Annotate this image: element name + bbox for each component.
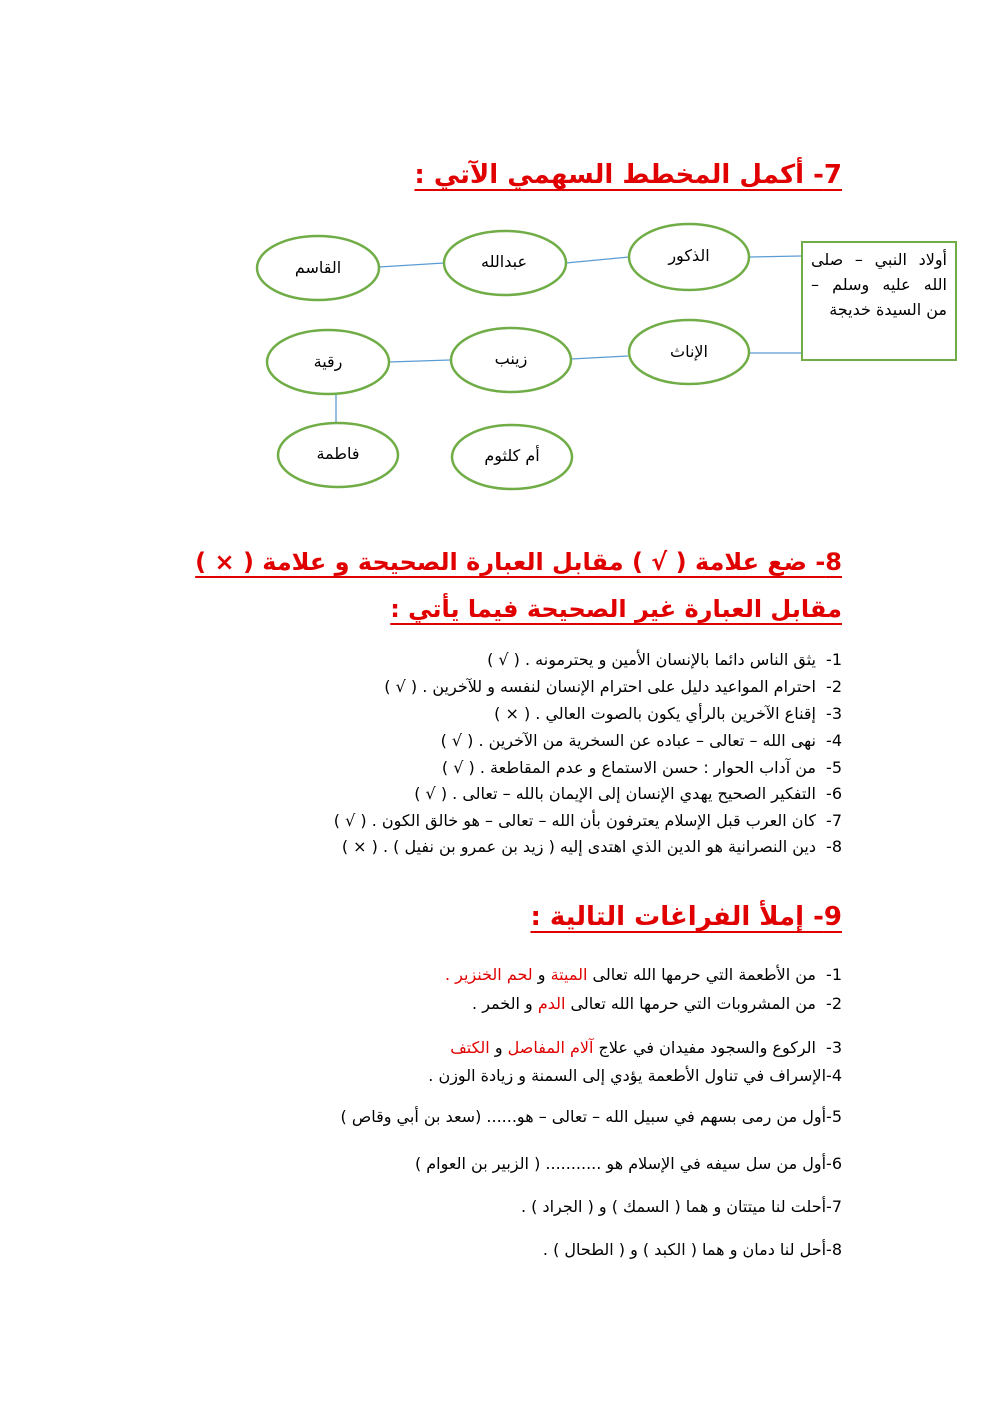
s8-item-2-num: 2- [826,677,842,696]
s9-q3-before: الركوع والسجود مفيدان في علاج [593,1038,816,1057]
node-zainab-label: زينب [494,349,528,368]
s9-q2-before: من المشروبات التي حرمها الله تعالى [565,994,816,1013]
s9-q7: 7-أحلت لنا ميتتان و هما ( السمك ) و ( الجراد ) . [520,1197,842,1216]
s8-item-7 [334,811,842,830]
connector-males-abdullah [566,257,629,263]
s8-item-6-text: التفكير الصحيح يهدي الإنسان إلى الإيمان بالله – تعالى . ( √ ) [414,784,816,803]
node-fatima-label: فاطمة [316,444,360,463]
s9-q8: 8-أحل لنا دمان و هما ( الكبد ) و ( الطحال ) . [542,1240,842,1259]
s9-q3-num: 3- [826,1038,842,1057]
s9-q4: 4-الإسراف في تناول الأطعمة يؤدي إلى السمنة و زيادة الوزن . [428,1066,842,1085]
s9-q3 [450,1038,842,1057]
s9-q1-mid: و [532,965,551,984]
section9-title: 9- إملأ الفراغات التالية : [530,902,842,932]
connector-box-males [750,256,801,257]
s8-item-2 [384,677,842,696]
s8-item-1-num: 1- [826,650,842,669]
s9-q1-num: 1- [826,965,842,984]
node-abdullah-label: عبدالله [481,252,527,271]
s9-q2-num: 2- [826,994,842,1013]
section7-title: 7- أكمل المخطط السهمي الآتي : [414,160,842,190]
s8-item-3-num: 3- [826,704,842,723]
connector-females-zainab [571,356,628,359]
s8-item-3 [494,704,842,723]
section8-title-line2: مقابل العبارة غير الصحيحة فيما يأتي : [390,595,842,623]
section8-title-line1: 8- ضع علامة ( √ ) مقابل العبارة الصحيحة و علامة ( × ) [195,548,842,576]
node-ruqayya-label: رقية [313,352,343,371]
children-box: أولاد النبي – صلى الله عليه وسلم – من السيدة خديجة [801,241,957,361]
s8-item-2-text: احترام المواعيد دليل على احترام الإنسان لنفسه و للآخرين . ( √ ) [384,677,816,696]
s8-item-6 [414,784,842,803]
s8-item-6-num: 6- [826,784,842,803]
s9-q1-answer2: لحم الخنزير . [444,965,533,984]
s9-q2-after: و الخمر . [472,994,538,1013]
s8-item-8-num: 8- [826,837,842,856]
s8-item-3-text: إقناع الآخرين بالرأي يكون بالصوت العالي . ( × ) [494,704,816,723]
s9-q2-answer1: الدم [537,994,566,1013]
s8-item-1-text: يثق الناس دائما بالإنسان الأمين و يحترمونه . ( √ ) [487,650,816,669]
node-umm-kulthum-label: أم كلثوم [484,446,540,465]
s9-q3-answer1: آلام المفاصل [507,1038,594,1057]
s9-q5: 5-أول من رمى بسهم في سبيل الله – تعالى – هو...... (سعد بن أبي وقاص ) [340,1107,842,1126]
node-males-label: الذكور [668,246,710,265]
s8-item-7-num: 7- [826,811,842,830]
s8-item-7-text: كان العرب قبل الإسلام يعترفون بأن الله – تعالى – هو خالق الكون . ( √ ) [333,811,816,830]
s8-item-4-num: 4- [826,731,842,750]
s9-q1-answer1: الميتة [550,965,588,984]
node-females-label: الإناث [670,342,708,361]
connector-abdullah-qasim [379,263,444,267]
s8-item-4 [441,731,842,750]
s8-item-8-text: دين النصرانية هو الدين الذي اهتدى إليه ( زيد بن عمرو بن نفيل ) . ( × ) [341,837,816,856]
s9-q1-before: من الأطعمة التي حرمها الله تعالى [587,965,816,984]
s9-q6: 6-أول من سل سيفه في الإسلام هو ........... ( الزبير بن العوام ) [414,1154,842,1173]
s8-item-8 [342,837,842,856]
s8-item-5-num: 5- [826,758,842,777]
s9-q1 [445,965,842,984]
s9-q2 [472,994,842,1013]
s9-q3-mid: و [489,1038,508,1057]
node-qasim-label: القاسم [294,258,342,277]
s8-item-5 [442,758,842,777]
s9-q3-answer2: الكتف [450,1038,490,1057]
s8-item-4-text: نهى الله – تعالى – عباده عن السخرية من الآخرين . ( √ ) [440,731,816,750]
s8-item-1 [487,650,842,669]
s8-item-5-text: من آداب الحوار : حسن الاستماع و عدم المقاطعة . ( √ ) [441,758,816,777]
connector-zainab-ruqayya [389,360,450,362]
